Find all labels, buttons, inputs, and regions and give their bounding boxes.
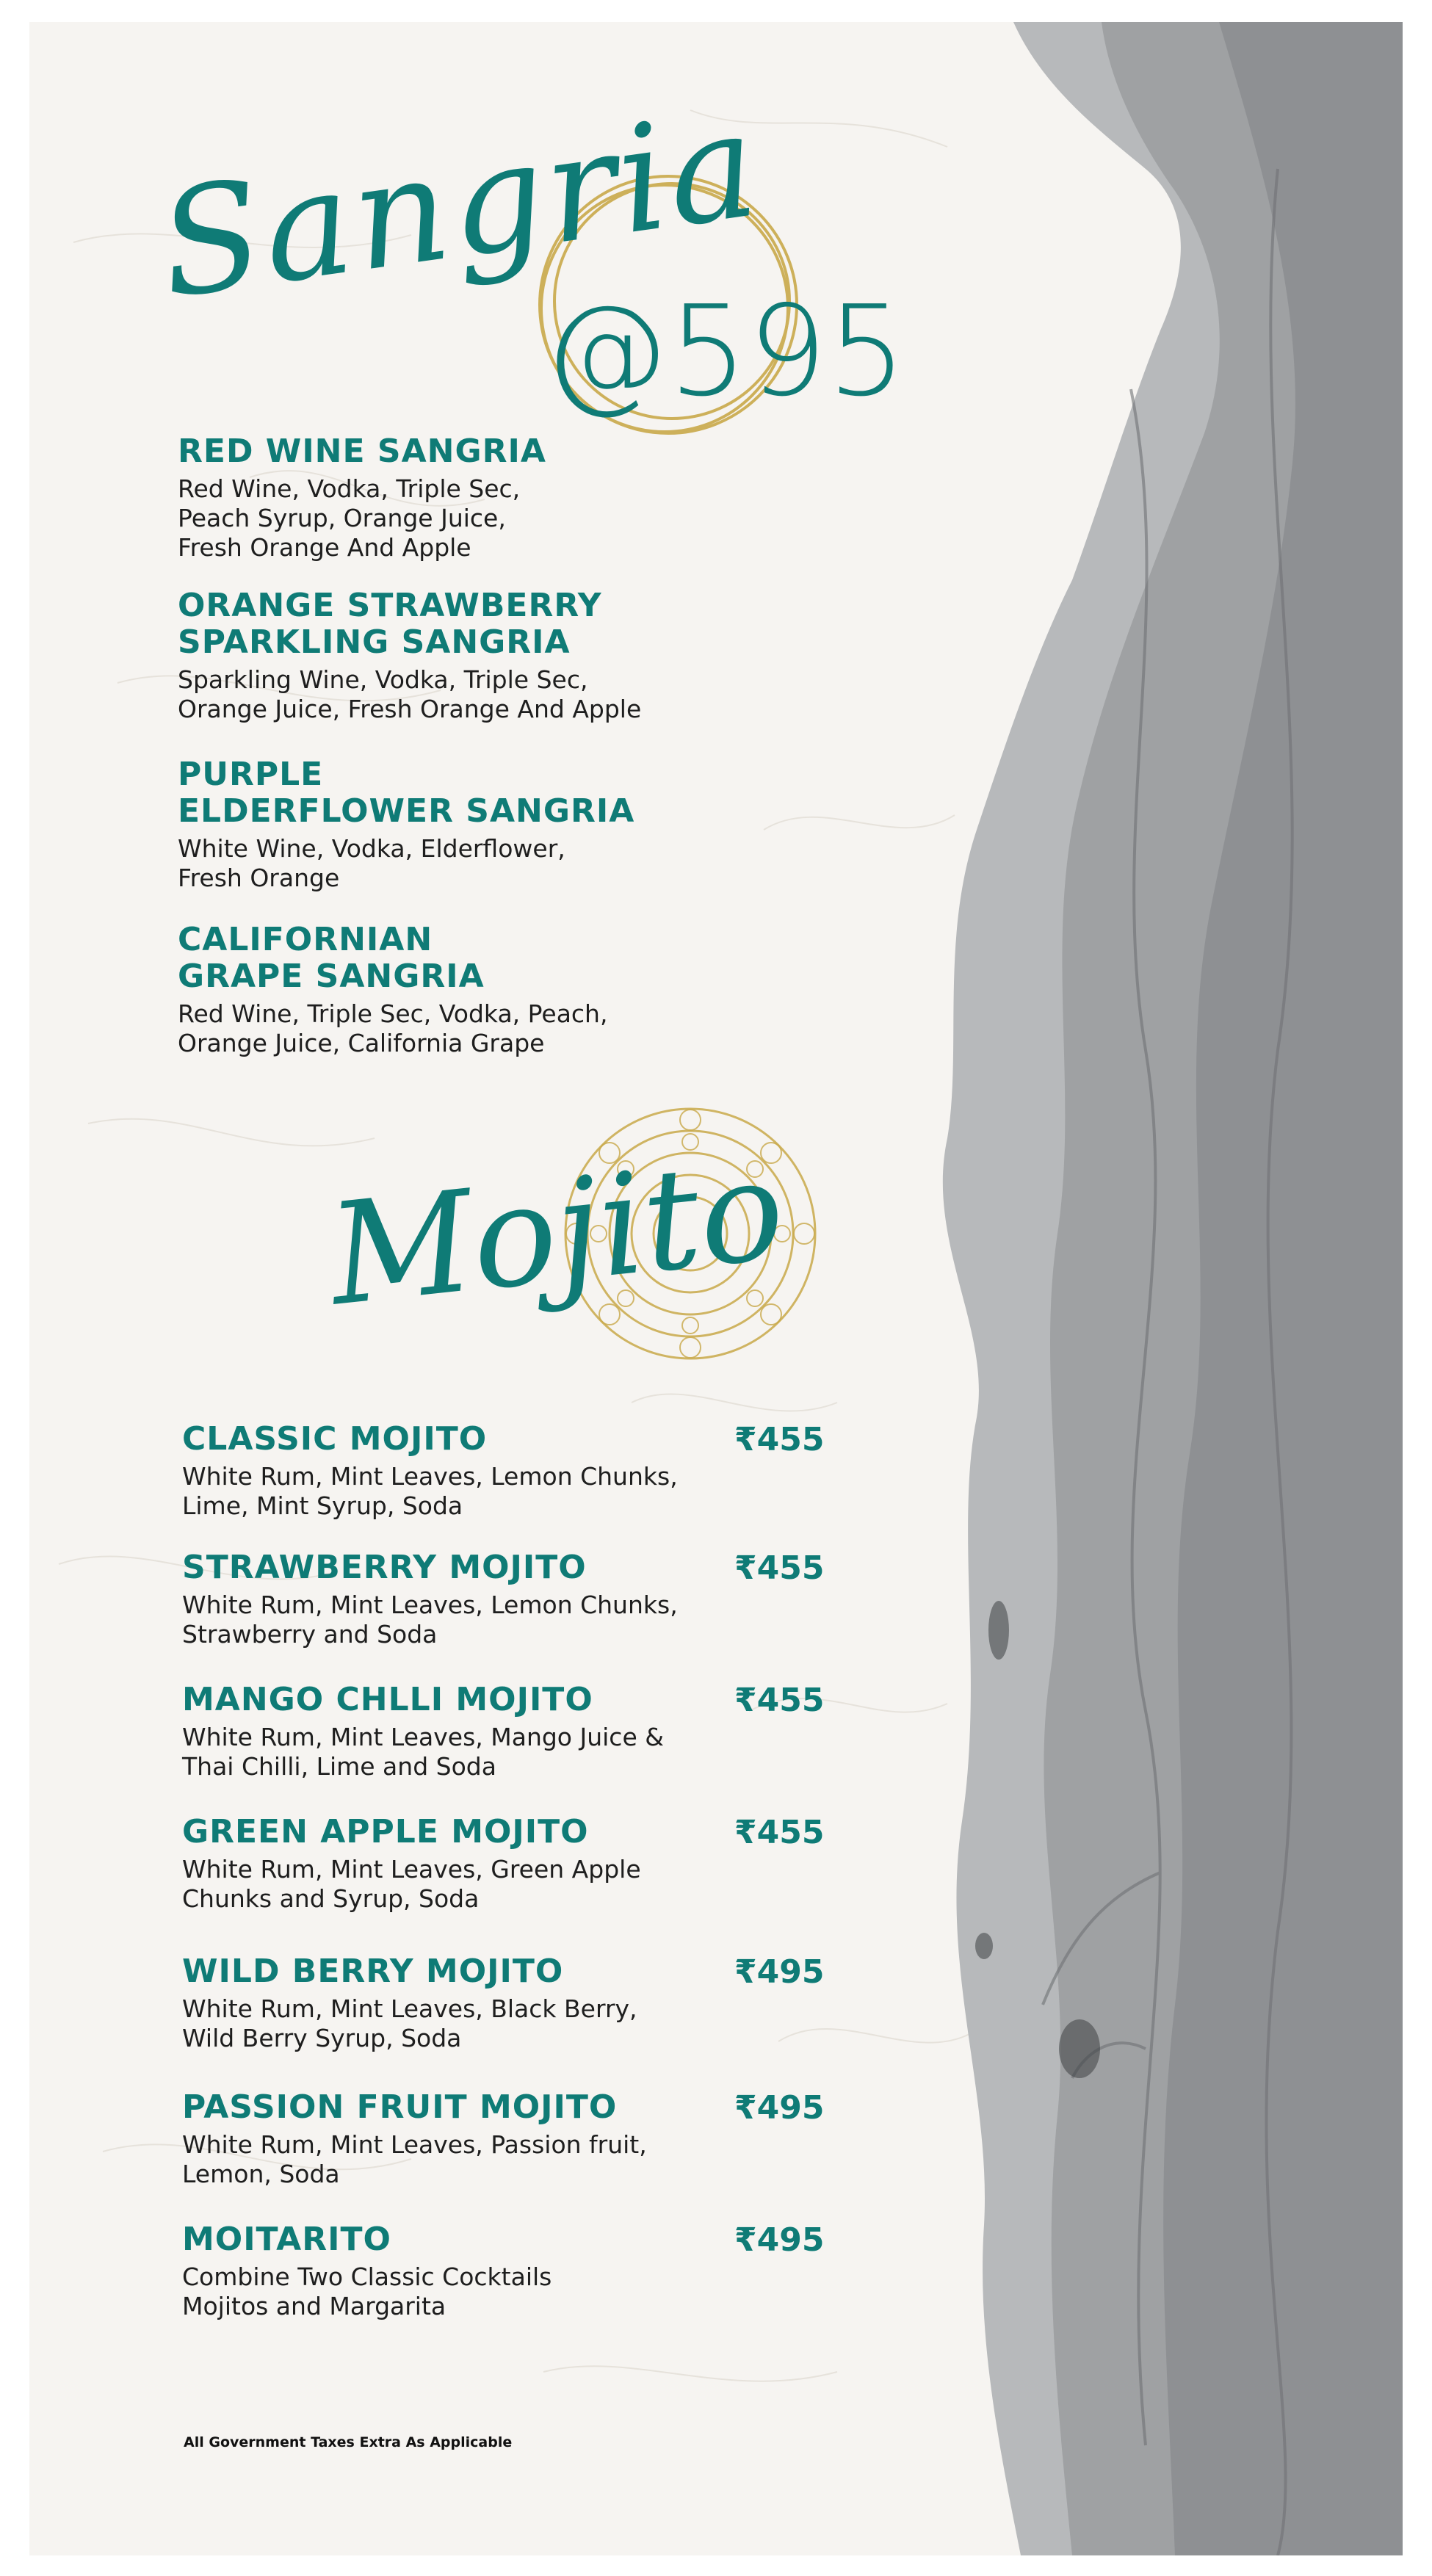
item-price: ₹455	[734, 1682, 825, 1719]
mojito-title: Mojito	[322, 1127, 792, 1337]
mojito-item	[182, 2221, 552, 2321]
item-name: PASSION FRUIT MOJITO	[182, 2088, 618, 2126]
item-price: ₹495	[734, 2221, 825, 2259]
item-price: ₹495	[734, 2089, 825, 2127]
item-description: Red Wine, Vodka, Triple Sec, Peach Syrup, Orange Juice, Fresh Orange And Apple	[178, 474, 521, 562]
item-name: MOITARITO	[182, 2221, 391, 2258]
menu-page	[29, 22, 1403, 2555]
item-description: Combine Two Classic Cocktails Mojitos and Margarita	[182, 2262, 552, 2320]
item-description: White Rum, Mint Leaves, Black Berry, Wild Berry Syrup, Soda	[182, 1994, 637, 2052]
item-description: White Rum, Mint Leaves, Passion fruit, Lemon, Soda	[182, 2130, 647, 2188]
item-price: ₹495	[734, 1953, 825, 1991]
item-name: PURPLE ELDERFLOWER SANGRIA	[178, 756, 635, 830]
item-description: White Rum, Mint Leaves, Lemon Chunks, Strawberry and Soda	[182, 1591, 678, 1649]
sangria-price: @595	[543, 279, 907, 424]
item-description: Sparkling Wine, Vodka, Triple Sec, Orange Juice, Fresh Orange And Apple	[178, 665, 642, 723]
mojito-item	[182, 1682, 664, 1781]
mojito-item	[182, 1953, 637, 2053]
item-price: ₹455	[734, 1549, 825, 1587]
mojito-item	[182, 1549, 678, 1649]
sangria-item	[178, 756, 634, 893]
mojito-item	[182, 1814, 641, 1914]
sangria-item	[178, 433, 546, 562]
item-name: CLASSIC MOJITO	[182, 1420, 488, 1458]
item-name: STRAWBERRY MOJITO	[182, 1549, 587, 1586]
item-name: MANGO CHLLI MOJITO	[182, 1681, 593, 1718]
item-price: ₹455	[734, 1421, 825, 1458]
tax-note: All Government Taxes Extra As Applicable	[184, 2434, 513, 2450]
item-description: White Rum, Mint Leaves, Green Apple Chunks and Syrup, Soda	[182, 1855, 641, 1913]
item-name: ORANGE STRAWBERRY SPARKLING SANGRIA	[178, 587, 602, 661]
sangria-title: Sangria	[149, 79, 770, 332]
sangria-item	[178, 922, 607, 1058]
item-price: ₹455	[734, 1814, 825, 1851]
mojito-item	[182, 1421, 678, 1521]
item-description: White Rum, Mint Leaves, Mango Juice & Thai Chilli, Lime and Soda	[182, 1723, 664, 1781]
item-name: CALIFORNIAN GRAPE SANGRIA	[178, 921, 485, 995]
sangria-item	[178, 587, 641, 724]
item-description: White Rum, Mint Leaves, Lemon Chunks, Lime, Mint Syrup, Soda	[182, 1462, 678, 1520]
item-name: RED WINE SANGRIA	[178, 433, 546, 470]
item-description: Red Wine, Triple Sec, Vodka, Peach, Orange Juice, California Grape	[178, 999, 608, 1057]
item-name: WILD BERRY MOJITO	[182, 1953, 564, 1990]
mojito-item	[182, 2089, 647, 2189]
item-description: White Wine, Vodka, Elderflower, Fresh Orange	[178, 834, 565, 892]
item-name: GREEN APPLE MOJITO	[182, 1813, 589, 1850]
